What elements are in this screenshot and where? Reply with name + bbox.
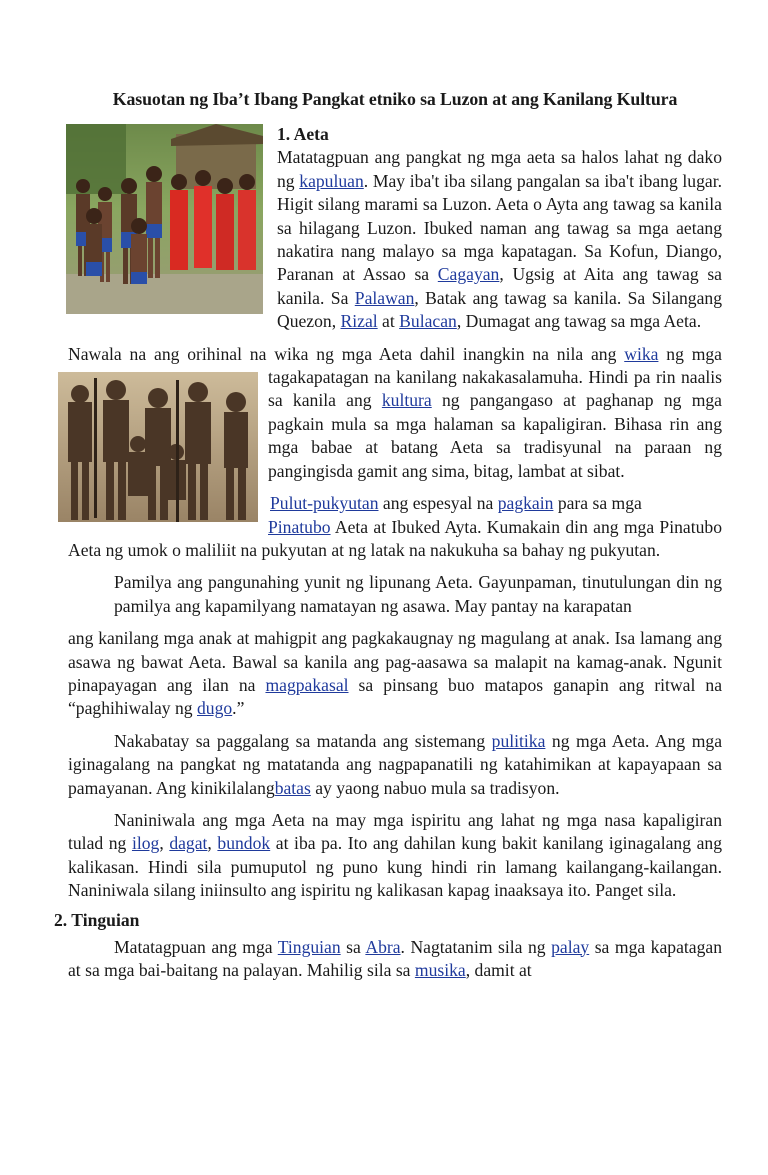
link-abra[interactable]: Abra [365,936,401,957]
aeta-sepia-photo [58,372,258,522]
paragraph-aeta-language: Nawala na ang orihinal na wika ng mga Aeta dahil inangkin na nila ang wika ng mga tagakapatagan na kanilang nakakasalamuha. Hindi pa rin naalis sa kanila ang kultura ng pangangaso at paghanap ng mga pagkain mula sa mga halaman sa kapaligiran. Bihasa rin ang mga babae at batang Aeta sa tradisyunal na paraan ng pangingisda gamit ang sima, bitag, lambat at sibat. [68,343,722,483]
link-palawan[interactable]: Palawan [354,287,415,308]
link-magpakasal[interactable]: magpakasal [265,674,349,695]
link-musika[interactable]: musika [414,960,466,980]
link-wika[interactable]: wika [624,343,659,364]
paragraph-tinguian-intro: Matatagpuan ang mga Tinguian sa Abra. Nagtatanim sila ng palay sa mga kapatagan at sa mga bai-baitang na palayan. Mahilig sila sa musika, damit at [68,936,722,980]
paragraph-aeta-food-cont: Pinatubo Aeta at Ibuked Ayta. Kumakain din ang mga Pinatubo Aeta ng umok o maliliit na pukyutan at ng latak na nakukuha sa bahay ng pukyutan. [68,516,722,560]
link-kultura[interactable]: kultura [381,390,432,411]
paragraph-aeta-marriage: ang kanilang mga anak at mahigpit ang pagkakaugnay ng magulang at anak. Isa lamang ang asawa ng bawat Aeta. Bawal sa kanila ang pag-aasawa sa malapit na kamag-anak. Ngunit pinapayagan ang ilan na magpakasal sa pinsang buo matapos ganapin ang ritwal na “paghihiwalay ng dugo.” [68,628,722,719]
link-ilog[interactable]: ilog [131,833,160,854]
link-pulut-pukyutan[interactable]: Pulut-pukyutan [270,493,379,514]
section-heading-tinguian: 2. Tinguian [54,909,140,930]
link-pagkain[interactable]: pagkain [497,493,554,514]
paragraph-aeta-politics: Nakabatay sa paggalang sa matanda ang sistemang pulitika ng mga Aeta. Ang mga iginagalang na pangkat ng matatanda ang nagpapanatili ng katahimikan at kapayapaan sa pamayanan. Ang kinikilalangbatas ay yaong nabuo mula sa tradisyon. [68,730,723,798]
aeta-group-photo [66,124,263,314]
paragraph-aeta-beliefs: Naniniwala ang mga Aeta na may mga ispiritu ang lahat ng mga nasa kapaligiran tulad ng ilog, dagat, bundok at iba pa. Ito ang dahilan kung bakit kanilang iginagalang ang kalikasan. Hindi sila pumuputol ng puno kung hindi rin lamang kailangang-kailangan. Naniniwala silang iniinsulto ang ispiritu ng kalikasan kapag inaaksaya ito. Panget sila. [68,809,722,901]
link-palay[interactable]: palay [551,936,590,957]
link-dagat[interactable]: dagat [169,833,208,854]
link-dugo[interactable]: dugo [196,698,233,719]
link-cagayan[interactable]: Cagayan [437,264,500,285]
paragraph-aeta-food: Pulut-pukyutan ang espesyal na pagkain para sa mga [270,493,642,514]
paragraph-aeta-intro: Matatagpuan ang pangkat ng mga aeta sa halos lahat ng dako ng kapuluan. May iba't iba silang pangalan sa iba't ibang lugar. Higit silang marami sa Luzon. Aeta o Ayta ang tawag sa kanila sa hilagang Luzon. Ibuked naman ang tawag sa mga aetang nakatira nang malayo sa mga kapatagan. Sa Kofun, Diango, Paranan at Assao sa Cagayan, Ugsig at Aita ang tawag sa kanila. Sa Palawan, Batak ang tawag sa kanila. Sa Silangang Quezon, Rizal at Bulacan, Dumagat ang tawag sa mga Aeta. [277,147,723,332]
section-heading-aeta: 1. Aeta [277,124,329,145]
paragraph-aeta-family: Pamilya ang pangunahing yunit ng lipunang Aeta. Gayunpaman, tinutulungan din ng pamilya ang kapamilyang namatayan ng asawa. May pantay na karapatan [114,572,722,616]
link-rizal[interactable]: Rizal [340,311,378,332]
link-pulitika[interactable]: pulitika [491,730,546,751]
link-bundok[interactable]: bundok [217,833,271,854]
link-kapuluan[interactable]: kapuluan [299,170,364,191]
link-tinguian[interactable]: Tinguian [277,936,341,957]
link-batas[interactable]: batas [274,777,311,798]
page-title: Kasuotan ng Iba’t Ibang Pangkat etniko sa Luzon at ang Kanilang Kultura [112,89,678,109]
link-pinatubo[interactable]: Pinatubo [268,516,331,537]
link-bulacan[interactable]: Bulacan [399,311,457,332]
